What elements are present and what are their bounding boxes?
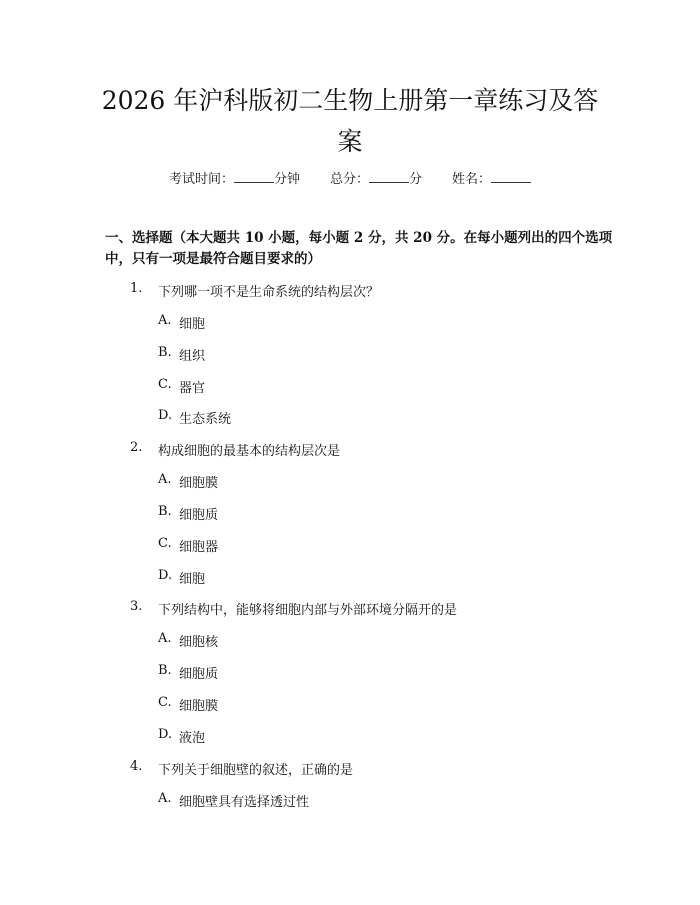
total-score-unit: 分: [409, 172, 423, 187]
question-item: [0, 756, 700, 788]
question-number: 3.: [130, 599, 143, 615]
option-text: 细胞核: [179, 635, 219, 651]
student-name-field: [452, 168, 531, 187]
option-letter: B.: [158, 663, 172, 679]
option-letter: B.: [158, 503, 172, 519]
question-number: 1.: [130, 281, 143, 296]
option-letter: C.: [158, 376, 172, 392]
option-text: 细胞: [179, 317, 206, 332]
answer-option: [0, 405, 700, 437]
document-title: 2026 年沪科版初二生物上册第一章练习及答案: [101, 86, 599, 156]
exam-time-label: 考试时间：: [168, 172, 234, 187]
answer-option: [0, 310, 700, 342]
option-letter: A.: [158, 790, 172, 806]
answer-option: [0, 724, 700, 756]
exam-time-unit: 分钟: [273, 172, 300, 187]
question-item: [0, 437, 700, 469]
option-text: 细胞质: [179, 507, 219, 523]
option-letter: D.: [158, 408, 173, 424]
answer-option: [0, 565, 700, 597]
total-score-field: [330, 168, 422, 187]
option-letter: C.: [158, 535, 172, 551]
answer-option: [0, 533, 700, 565]
option-letter: C.: [158, 694, 172, 710]
answer-option: [0, 469, 700, 501]
option-text: 细胞: [179, 571, 206, 587]
question-stem: 下列关于细胞壁的叙述，正确的是: [158, 762, 354, 778]
option-letter: A.: [158, 631, 172, 647]
question-number: 4.: [130, 758, 143, 774]
answer-option: [0, 692, 700, 724]
question-stem: 下列哪一项不是生命系统的结构层次？: [158, 285, 380, 300]
answer-option: [0, 374, 700, 406]
student-name-label: 姓名：: [452, 172, 492, 187]
question-item: [0, 596, 700, 628]
question-stem: 下列结构中，能够将细胞内部与外部环境分隔开的是: [158, 603, 458, 619]
total-score-label: 总分：: [329, 172, 369, 187]
answer-option: [0, 342, 700, 374]
option-letter: A.: [158, 313, 172, 328]
option-text: 组织: [179, 348, 206, 364]
answer-option: [0, 788, 700, 820]
section-heading: 一、选择题（本大题共 10 小题，每小题 2 分，共 20 分。在每小题列出的四个选项中，只有一项是最符合题目要求的）: [105, 230, 613, 267]
option-letter: A.: [158, 472, 172, 488]
question-item: [0, 278, 700, 310]
exam-info-row: [0, 168, 700, 187]
total-score-blank: [369, 170, 409, 183]
exam-time-blank: [234, 170, 274, 183]
student-name-blank: [491, 170, 531, 183]
option-text: 细胞质: [179, 667, 219, 683]
option-letter: D.: [158, 726, 173, 742]
answer-option: [0, 628, 700, 660]
question-stem: 构成细胞的最基本的结构层次是: [158, 444, 341, 460]
option-text: 生态系统: [179, 412, 232, 428]
option-letter: D.: [158, 567, 173, 583]
question-list: [0, 278, 700, 819]
question-number: 2.: [130, 440, 143, 456]
option-text: 液泡: [179, 730, 206, 746]
option-letter: B.: [158, 344, 172, 360]
option-text: 细胞膜: [179, 476, 219, 492]
option-text: 细胞器: [179, 539, 219, 555]
exam-time-field: [169, 168, 300, 187]
option-text: 细胞膜: [179, 698, 219, 714]
answer-option: [0, 660, 700, 692]
option-text: 器官: [179, 380, 206, 396]
option-text: 细胞壁具有选择透过性: [179, 794, 310, 810]
answer-option: [0, 501, 700, 533]
